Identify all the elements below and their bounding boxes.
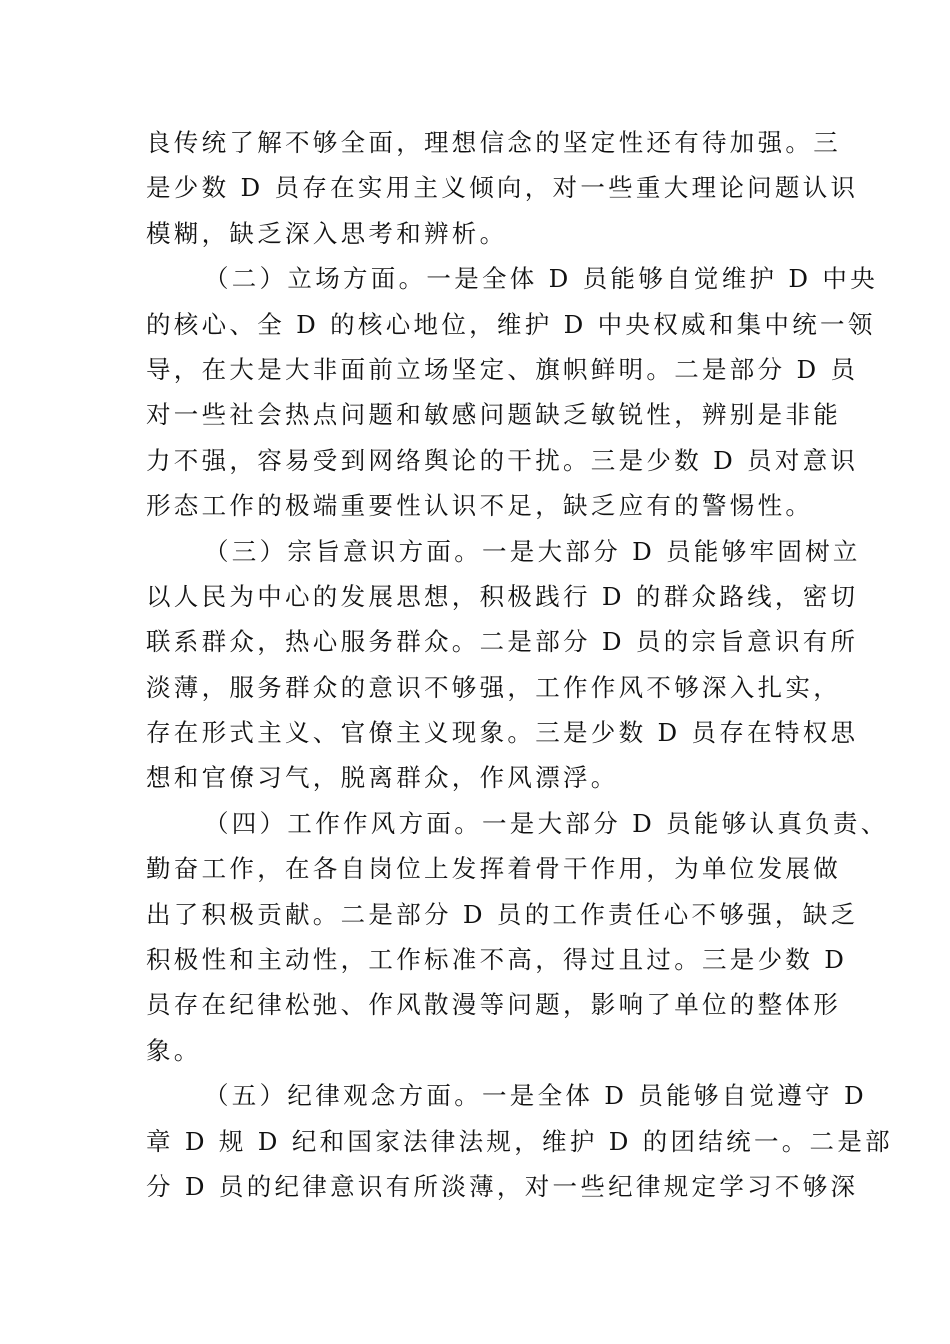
- text-line: 淡薄，服务群众的意识不够强，工作作风不够深入扎实，: [146, 672, 841, 702]
- text-line: 力不强，容易受到网络舆论的干扰。三是少数 D 员对意识: [146, 445, 859, 475]
- text-line: 想和官僚习气，脱离群众，作风漂浮。: [146, 763, 619, 793]
- paragraph-first-line: （五）纪律观念方面。一是全体 D 员能够自觉遵守 D: [204, 1081, 867, 1111]
- text-line: 导，在大是大非面前立场坚定、旗帜鲜明。二是部分 D 员: [146, 354, 859, 384]
- text-line: 勤奋工作，在各自岗位上发挥着骨干作用，为单位发展做: [146, 854, 841, 884]
- text-line: 象。: [146, 1035, 202, 1065]
- text-line: 模糊，缺乏深入思考和辨析。: [146, 218, 508, 248]
- text-line: 对一些社会热点问题和敏感问题缺乏敏锐性，辨别是非能: [146, 400, 841, 430]
- text-line: 联系群众，热心服务群众。二是部分 D 员的宗旨意识有所: [146, 627, 859, 657]
- paragraph-first-line: （三）宗旨意识方面。一是大部分 D 员能够牢固树立: [204, 536, 861, 566]
- paragraph-first-line: （二）立场方面。一是全体 D 员能够自觉维护 D 中央: [204, 264, 879, 294]
- text-line: 良传统了解不够全面，理想信念的坚定性还有待加强。三: [146, 128, 841, 157]
- text-line: 出了积极贡献。二是部分 D 员的工作责任心不够强，缺乏: [146, 899, 859, 929]
- text-line: 是少数 D 员存在实用主义倾向，对一些重大理论问题认识: [146, 173, 859, 203]
- document-body: [146, 120, 893, 1209]
- paragraph-first-line: （四）工作作风方面。一是大部分 D 员能够认真负责、: [204, 808, 889, 838]
- text-line: 形态工作的极端重要性认识不足，缺乏应有的警惕性。: [146, 491, 814, 521]
- text-line: 存在形式主义、官僚主义现象。三是少数 D 员存在特权思: [146, 718, 859, 748]
- text-line: 章 D 规 D 纪和国家法律法规，维护 D 的团结统一。二是部: [146, 1126, 893, 1156]
- text-line: 分 D 员的纪律意识有所淡薄，对一些纪律规定学习不够深: [146, 1171, 859, 1201]
- text-line: 员存在纪律松弛、作风散漫等问题，影响了单位的整体形: [146, 990, 841, 1020]
- text-line: 的核心、全 D 的核心地位，维护 D 中央权威和集中统一领: [146, 309, 876, 339]
- text-line: 积极性和主动性，工作标准不高，得过且过。三是少数 D: [146, 945, 848, 975]
- text-line: 以人民为中心的发展思想，积极践行 D 的群众路线，密切: [146, 581, 859, 611]
